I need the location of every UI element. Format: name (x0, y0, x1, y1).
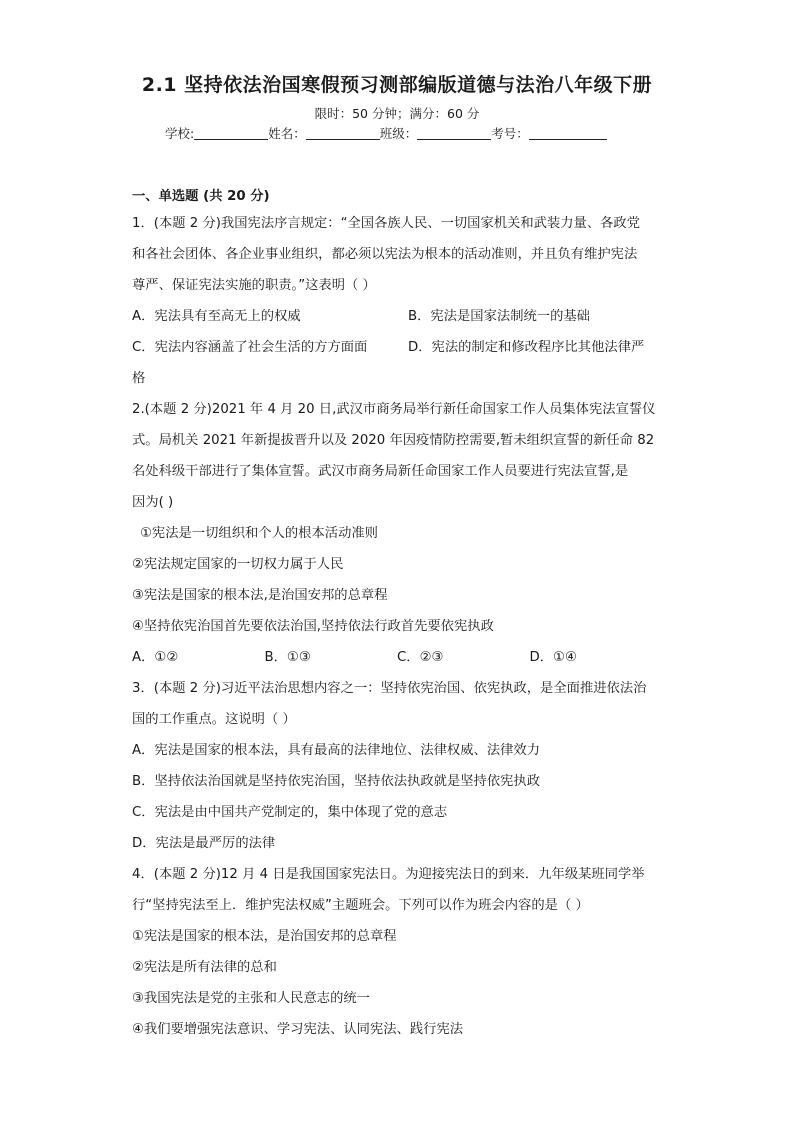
option-row (132, 642, 662, 673)
question-text-line: 式。局机关 2021 年新提拔晋升以及 2020 年因疫情防控需要,暂未组织宣誓的新任命 82 (132, 433, 655, 448)
option-b[interactable]: B．坚持依法治国就是坚持依宪治国，坚持依法执政就是坚持依宪执政 (132, 774, 541, 789)
statement-2: ②宪法规定国家的一切权力属于人民 (132, 557, 344, 572)
option-c[interactable]: C．宪法是由中国共产党制定的，集中体现了党的意志 (132, 805, 448, 820)
name-blank[interactable] (306, 126, 380, 140)
option-d[interactable]: D．①④ (529, 650, 577, 665)
option-d[interactable]: D．宪法的制定和修改程序比其他法律严 (408, 340, 645, 355)
statement-4: ④坚持依宪治国首先要依法治国,坚持依法行政首先要依宪执政 (132, 619, 494, 634)
option-c[interactable]: C．②③ (397, 650, 444, 665)
question-4 (132, 859, 662, 1045)
statement-2: ②宪法是所有法律的总和 (132, 960, 277, 975)
option-a[interactable]: A．宪法是国家的根本法，具有最高的法律地位、法律权威、法律效力 (132, 743, 541, 758)
question-text-line: 3．(本题 2 分)习近平法治思想内容之一：坚持依宪治国、依宪执政，是全面推进依法治 (132, 681, 647, 696)
exam-number-blank[interactable] (529, 126, 607, 140)
student-info-row (165, 124, 607, 142)
question-3 (132, 673, 662, 859)
option-d[interactable]: D．宪法是最严厉的法律 (132, 836, 276, 851)
statement-3: ③我国宪法是党的主张和人民意志的统一 (132, 991, 370, 1006)
option-b[interactable]: B．宪法是国家法制统一的基础 (408, 309, 590, 324)
page-title: 2.1 坚持依法治国寒假预习测部编版道德与法治八年级下册 (141, 74, 653, 96)
question-text-line: 名处科级干部进行了集体宣誓。武汉市商务局新任命国家工作人员要进行宪法宣誓,是 (132, 464, 629, 479)
question-2 (132, 394, 662, 673)
option-row (132, 301, 662, 332)
question-body (132, 186, 662, 1045)
question-text-line: 因为( ) (132, 495, 174, 510)
option-a[interactable]: A．①② (132, 650, 179, 665)
statement-1: ①宪法是国家的根本法，是治国安邦的总章程 (132, 929, 397, 944)
class-label: 班级： (379, 126, 418, 141)
option-row (132, 332, 662, 363)
question-text-line: 2.(本题 2 分)2021 年 4 月 20 日,武汉市商务局举行新任命国家工作人员集体宪法宣誓仪 (132, 402, 656, 417)
option-b[interactable]: B．①③ (264, 650, 311, 665)
section-heading: 一、单选题 (共 20 分) (132, 189, 270, 204)
exam-time-score: 限时：50 分钟；满分：60 分 (314, 106, 480, 121)
statement-3: ③宪法是国家的根本法,是治国安邦的总章程 (132, 588, 388, 603)
question-text-line: 1．(本题 2 分)我国宪法序言规定：“全国各族人民、一切国家机关和武装力量、各政党 (132, 216, 641, 231)
question-text-line: 尊严、保证宪法实施的职责。”这表明（ ） (132, 278, 376, 293)
option-c[interactable]: C．宪法内容涵盖了社会生活的方方面面 (132, 340, 368, 355)
school-label: 学校: (165, 126, 195, 141)
option-a[interactable]: A．宪法具有至高无上的权威 (132, 309, 301, 324)
question-1 (132, 208, 662, 394)
exam-number-label: 考号： (491, 126, 529, 141)
option-d-wrap: 格 (132, 371, 146, 386)
name-label: 姓名： (268, 126, 306, 141)
school-blank[interactable] (194, 126, 268, 140)
question-text-line: 4．(本题 2 分)12 月 4 日是我国国家宪法日。为迎接宪法日的到来．九年级某班同学举 (132, 867, 645, 882)
statement-4: ④我们要增强宪法意识、学习宪法、认同宪法、践行宪法 (132, 1022, 464, 1037)
question-text-line: 和各社会团体、各企业事业组织，都必须以宪法为根本的活动准则，并且负有维护宪法 (132, 247, 638, 262)
question-text-line: 行“坚持宪法至上．维护宪法权威”主题班会。下列可以作为班会内容的是（ ） (132, 898, 589, 913)
class-blank[interactable] (417, 126, 491, 140)
question-text-line: 国的工作重点。这说明（ ） (132, 712, 296, 727)
statement-1: ①宪法是一切组织和个人的根本活动准则 (140, 526, 378, 541)
